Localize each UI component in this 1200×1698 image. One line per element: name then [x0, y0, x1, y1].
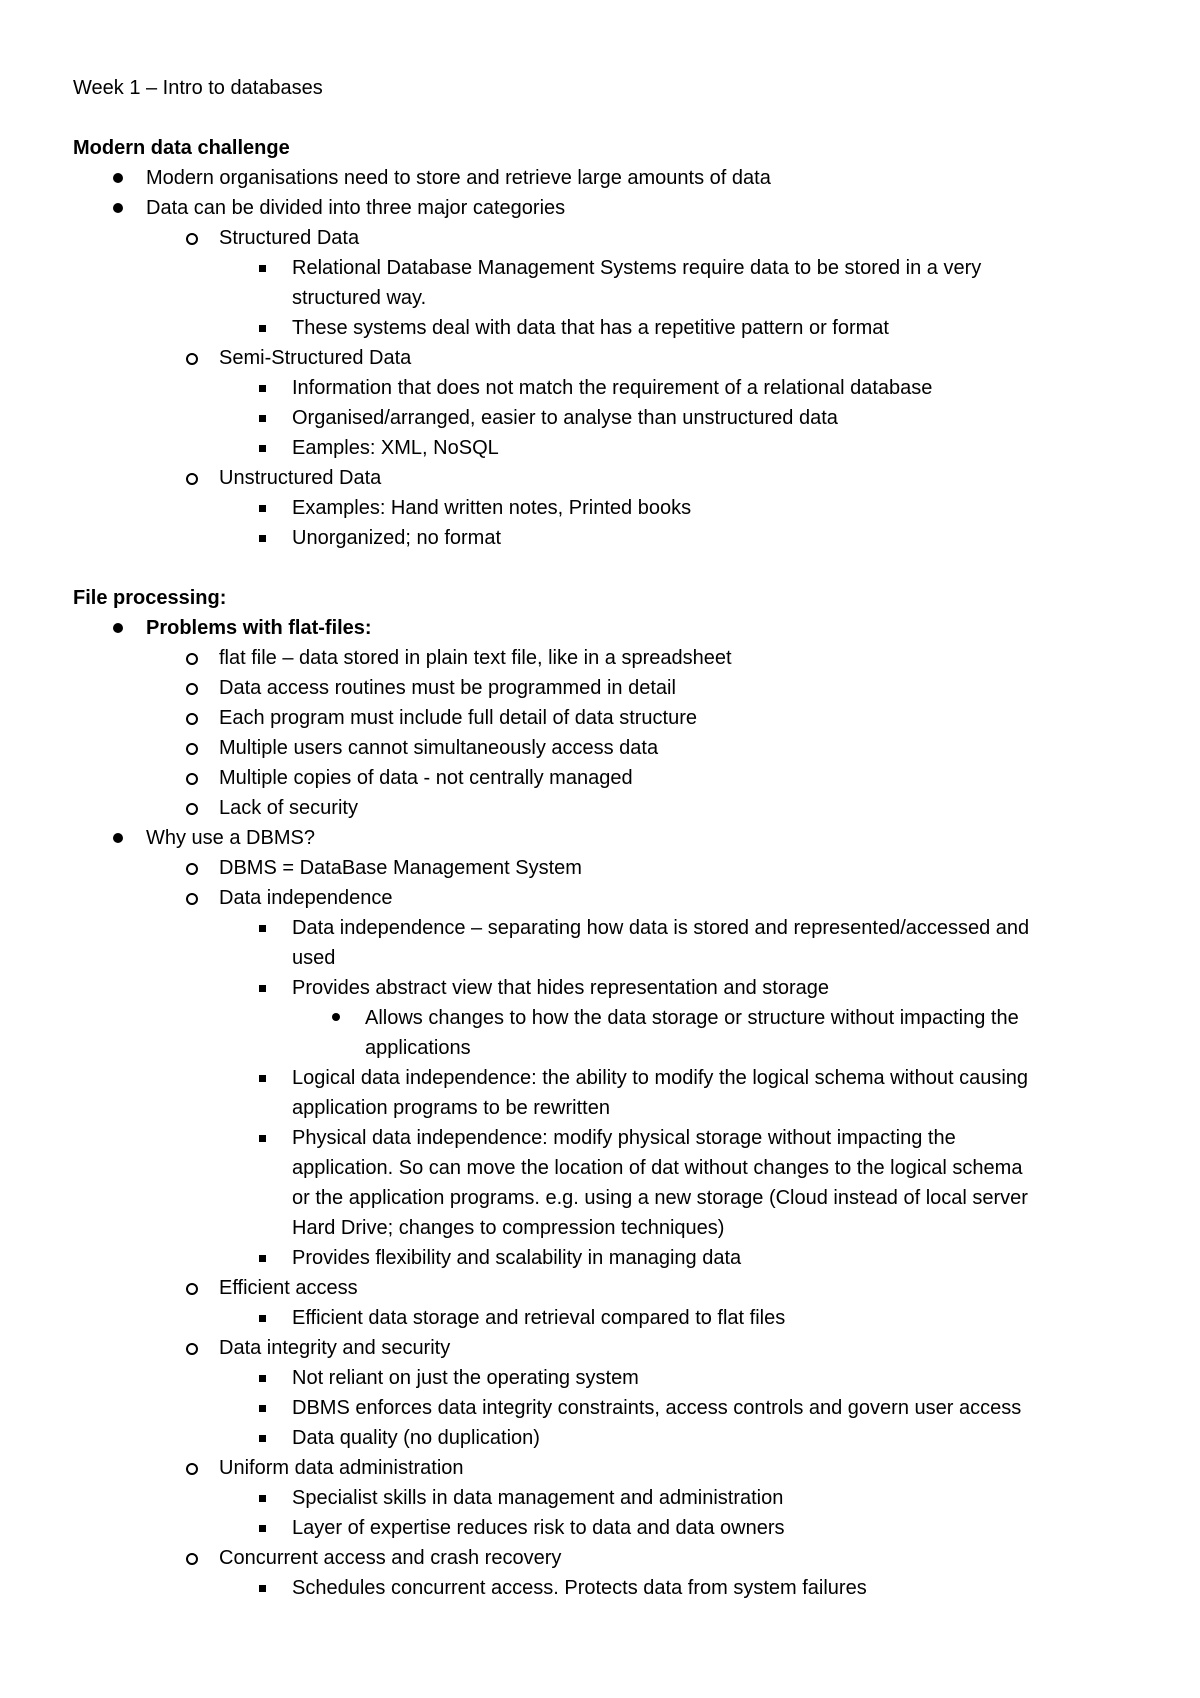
- square-bullet-icon: [259, 325, 266, 332]
- list-item-text: Efficient access: [219, 1277, 358, 1299]
- list-item-text: Schedules concurrent access. Protects data from system failures: [292, 1577, 867, 1599]
- circle-bullet-icon: [186, 353, 198, 365]
- list-item-text: Uniform data administration: [219, 1457, 464, 1479]
- square-bullet-icon: [259, 1435, 266, 1442]
- circle-bullet-icon: [186, 893, 198, 905]
- list-item-text: Modern organisations need to store and retrieve large amounts of data: [146, 167, 771, 189]
- circle-bullet-icon: [186, 773, 198, 785]
- list-item-text: Provides flexibility and scalability in managing data: [292, 1247, 742, 1269]
- square-bullet-icon: [259, 1405, 266, 1412]
- dot-bullet-icon: [113, 203, 123, 213]
- square-bullet-icon: [259, 1585, 266, 1592]
- list-item-text: Information that does not match the requirement of a relational database: [292, 377, 933, 399]
- list-item-text: Eamples: XML, NoSQL: [292, 437, 499, 459]
- list-item-text: Allows changes to how the data storage or structure without impacting the: [365, 1007, 1019, 1029]
- dot-bullet-icon: [113, 173, 123, 183]
- list-item-text: These systems deal with data that has a repetitive pattern or format: [292, 317, 889, 339]
- circle-bullet-icon: [186, 863, 198, 875]
- list-item-text: Relational Database Management Systems require data to be stored in a very: [292, 257, 982, 279]
- circle-bullet-icon: [186, 1553, 198, 1565]
- square-bullet-icon: [259, 1375, 266, 1382]
- list-item-text: Unstructured Data: [219, 467, 382, 489]
- list-item-text: Logical data independence: the ability to modify the logical schema without causing: [292, 1067, 1029, 1089]
- list-item-text: Data integrity and security: [219, 1337, 451, 1359]
- document-title-text: Week 1 – Intro to databases: [73, 77, 323, 99]
- list-item-text: Multiple users cannot simultaneously access data: [219, 737, 659, 759]
- circle-bullet-icon: [186, 233, 198, 245]
- square-bullet-icon: [259, 985, 266, 992]
- list-item-text: Examples: Hand written notes, Printed books: [292, 497, 692, 519]
- circle-bullet-icon: [186, 713, 198, 725]
- list-item-text: Provides abstract view that hides representation and storage: [292, 977, 829, 999]
- square-bullet-icon: [259, 925, 266, 932]
- circle-bullet-icon: [186, 803, 198, 815]
- list-item-text: flat file – data stored in plain text file, like in a spreadsheet: [219, 647, 732, 669]
- dot-bullet-icon: [113, 833, 123, 843]
- square-bullet-icon: [259, 1315, 266, 1322]
- list-item-text: DBMS = DataBase Management System: [219, 857, 582, 879]
- list-item-text: applications: [365, 1037, 471, 1059]
- square-bullet-icon: [259, 1525, 266, 1532]
- list-item-text: Data independence: [219, 887, 393, 909]
- square-bullet-icon: [259, 415, 266, 422]
- square-bullet-icon: [259, 1495, 266, 1502]
- list-item-text: Problems with flat-files:: [146, 617, 372, 639]
- list-item-text: used: [292, 947, 336, 969]
- list-item-text: Concurrent access and crash recovery: [219, 1547, 562, 1569]
- square-bullet-icon: [259, 385, 266, 392]
- list-item-text: structured way.: [292, 287, 427, 309]
- circle-bullet-icon: [186, 653, 198, 665]
- list-item-text: Data can be divided into three major categories: [146, 197, 566, 219]
- list-item-text: Semi-Structured Data: [219, 347, 412, 369]
- square-bullet-icon: [259, 265, 266, 272]
- list-item-text: Each program must include full detail of data structure: [219, 707, 698, 729]
- list-item-text: Multiple copies of data - not centrally managed: [219, 767, 633, 789]
- circle-bullet-icon: [186, 473, 198, 485]
- list-item-text: Not reliant on just the operating system: [292, 1367, 639, 1389]
- smalldot-bullet-icon: [332, 1013, 340, 1021]
- list-item-text: Structured Data: [219, 227, 360, 249]
- dot-bullet-icon: [113, 623, 123, 633]
- list-item-text: or the application programs. e.g. using a new storage (Cloud instead of local server: [292, 1187, 1028, 1209]
- list-item-text: application programs to be rewritten: [292, 1097, 610, 1119]
- list-item-text: application. So can move the location of dat without changes to the logical schema: [292, 1157, 1023, 1179]
- circle-bullet-icon: [186, 1463, 198, 1475]
- square-bullet-icon: [259, 445, 266, 452]
- list-item-text: Data access routines must be programmed in detail: [219, 677, 676, 699]
- list-item-text: Organised/arranged, easier to analyse than unstructured data: [292, 407, 838, 429]
- list-item-text: Why use a DBMS?: [146, 827, 315, 849]
- list-item-text: Hard Drive; changes to compression techniques): [292, 1217, 725, 1239]
- list-item-text: Data quality (no duplication): [292, 1427, 540, 1449]
- list-item-text: Lack of security: [219, 797, 358, 819]
- square-bullet-icon: [259, 1075, 266, 1082]
- list-item-text: Unorganized; no format: [292, 527, 502, 549]
- list-item-text: Efficient data storage and retrieval compared to flat files: [292, 1307, 786, 1329]
- list-item-text: Physical data independence: modify physical storage without impacting the: [292, 1127, 956, 1149]
- square-bullet-icon: [259, 505, 266, 512]
- circle-bullet-icon: [186, 1283, 198, 1295]
- list-item-text: Layer of expertise reduces risk to data and data owners: [292, 1517, 785, 1539]
- square-bullet-icon: [259, 1255, 266, 1262]
- list-item-text: Data independence – separating how data is stored and represented/accessed and: [292, 917, 1030, 939]
- circle-bullet-icon: [186, 1343, 198, 1355]
- list-item-text: DBMS enforces data integrity constraints, access controls and govern user access: [292, 1397, 1022, 1419]
- square-bullet-icon: [259, 1135, 266, 1142]
- circle-bullet-icon: [186, 683, 198, 695]
- square-bullet-icon: [259, 535, 266, 542]
- list-item-text: Specialist skills in data management and administration: [292, 1487, 784, 1509]
- circle-bullet-icon: [186, 743, 198, 755]
- list-item-text: Modern data challenge: [73, 137, 290, 159]
- list-item-text: File processing:: [73, 587, 227, 609]
